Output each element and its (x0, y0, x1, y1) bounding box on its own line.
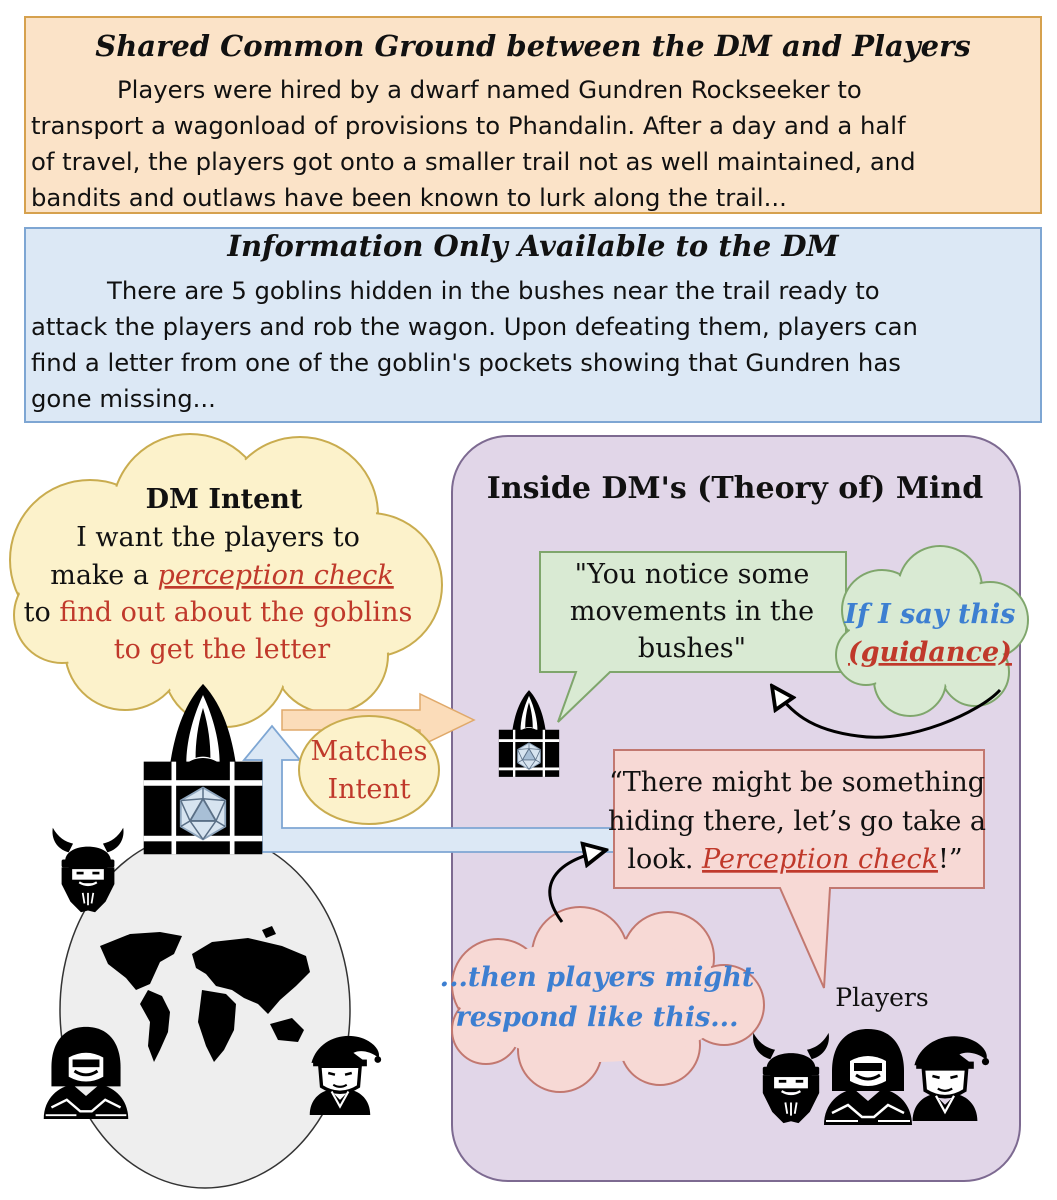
dm-theory-of-mind-diagram (0, 430, 1057, 1200)
dm-intent-title: DM Intent (145, 484, 303, 515)
dm-only-line-4: gone missing... (31, 384, 216, 413)
guidance-line-1: "You notice some (574, 559, 810, 590)
shared-line-3: of travel, the players got onto a smaller trail not as well maintained, and (31, 147, 916, 176)
shared-title: Shared Common Ground between the DM and Players (95, 29, 971, 63)
then-line-1: ...then players might (439, 962, 755, 993)
dm-intent-cloud (10, 434, 442, 727)
shared-line-1: Players were hired by a dwarf named Gundren Rockseeker to (117, 75, 862, 104)
shared-line-4: bandits and outlaws have been known to lurk along the trail... (31, 183, 787, 212)
perception-check-link-2: Perception check (702, 844, 938, 875)
shared-common-ground-box (24, 16, 1042, 214)
dm-intent-line-2: make a perception check (50, 560, 394, 591)
matches-intent-badge (299, 716, 439, 824)
guidance-line-2: movements in the (569, 596, 815, 627)
wizard-player-icon (310, 1036, 381, 1115)
perception-check-link: perception check (157, 560, 394, 591)
dm-intent-line-3: to find out about the goblins (23, 597, 413, 628)
if-say-line-1: If I say this (844, 599, 1016, 630)
dm-only-line-1: There are 5 goblins hidden in the bushes near the trail ready to (107, 276, 880, 305)
dm-only-line-3: find a letter from one of the goblin's pockets showing that Gundren has (31, 348, 901, 377)
response-line-2: hiding there, let’s go take a (607, 806, 987, 837)
dm-only-title: Information Only Available to the DM (227, 229, 839, 263)
response-line-1: “There might be something (608, 767, 986, 798)
dm-intent-line-1: I want the players to (76, 522, 360, 553)
if-say-line-2: (guidance) (848, 637, 1012, 668)
shared-line-2: transport a wagonload of provisions to Phandalin. After a day and a half (31, 111, 906, 140)
dm-mind-title: Inside DM's (Theory of) Mind (486, 471, 984, 506)
response-line-3: look. Perception check!” (627, 844, 963, 875)
dm-intent-line-4: to get the letter (113, 634, 331, 665)
dm-only-line-2: attack the players and rob the wagon. Upon defeating them, players can (31, 312, 918, 341)
matches-line-2: Intent (327, 774, 411, 805)
guidance-line-3: bushes" (637, 633, 747, 664)
dm-only-info-box (24, 227, 1042, 423)
matches-line-1: Matches (310, 736, 428, 767)
players-label: Players (835, 983, 929, 1012)
then-line-2: respond like this... (455, 1002, 739, 1033)
